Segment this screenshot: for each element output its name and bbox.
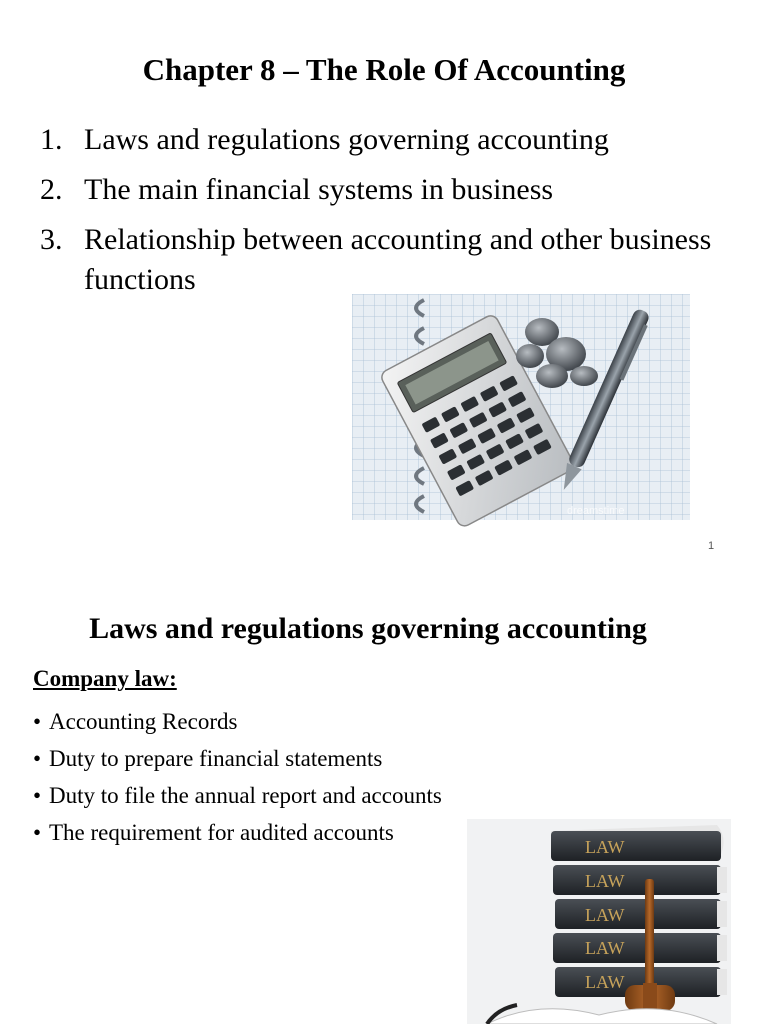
list-item [40, 120, 740, 160]
bullet-icon: • [33, 746, 42, 771]
list-item [33, 814, 442, 851]
list-item-text: Duty to prepare financial statements [49, 746, 383, 771]
list-item-number: 2. [40, 173, 63, 206]
book-label: LAW [585, 871, 625, 891]
svg-text:dreamstime: dreamstime [567, 505, 625, 517]
bullet-icon: • [33, 820, 42, 845]
list-item-text: Relationship between accounting and other business functions [84, 223, 712, 296]
law-books-gavel-photo [467, 819, 731, 1024]
list-item [33, 740, 442, 777]
list-item [40, 170, 740, 210]
list-item [33, 703, 442, 740]
list-item-text: The main financial systems in business [84, 173, 554, 206]
list-item-text: Laws and regulations governing accounting [84, 123, 609, 156]
list-item [33, 777, 442, 814]
book-label: LAW [585, 837, 625, 857]
bullet-icon: • [33, 709, 42, 734]
list-item-number: 1. [40, 123, 63, 156]
book-label: LAW [585, 972, 625, 992]
numbered-list [40, 120, 740, 310]
section-label: Company law: [33, 666, 177, 691]
list-item [40, 220, 740, 300]
bullet-icon: • [33, 783, 42, 808]
list-item-text: Duty to file the annual report and accounts [49, 783, 442, 808]
list-item-text: The requirement for audited accounts [49, 820, 394, 845]
list-item-number: 3. [40, 223, 63, 256]
slide-1-title: Chapter 8 – The Role Of Accounting [142, 52, 626, 87]
slide-2-title: Laws and regulations governing accounting [89, 612, 647, 645]
book-label: LAW [585, 905, 625, 925]
slide-2 [0, 576, 768, 1024]
list-item-text: Accounting Records [49, 709, 238, 734]
bullet-list [33, 703, 442, 851]
calculator-coins-pen-photo [352, 294, 690, 520]
page-number: 1 [708, 540, 715, 552]
book-label: LAW [585, 938, 625, 958]
